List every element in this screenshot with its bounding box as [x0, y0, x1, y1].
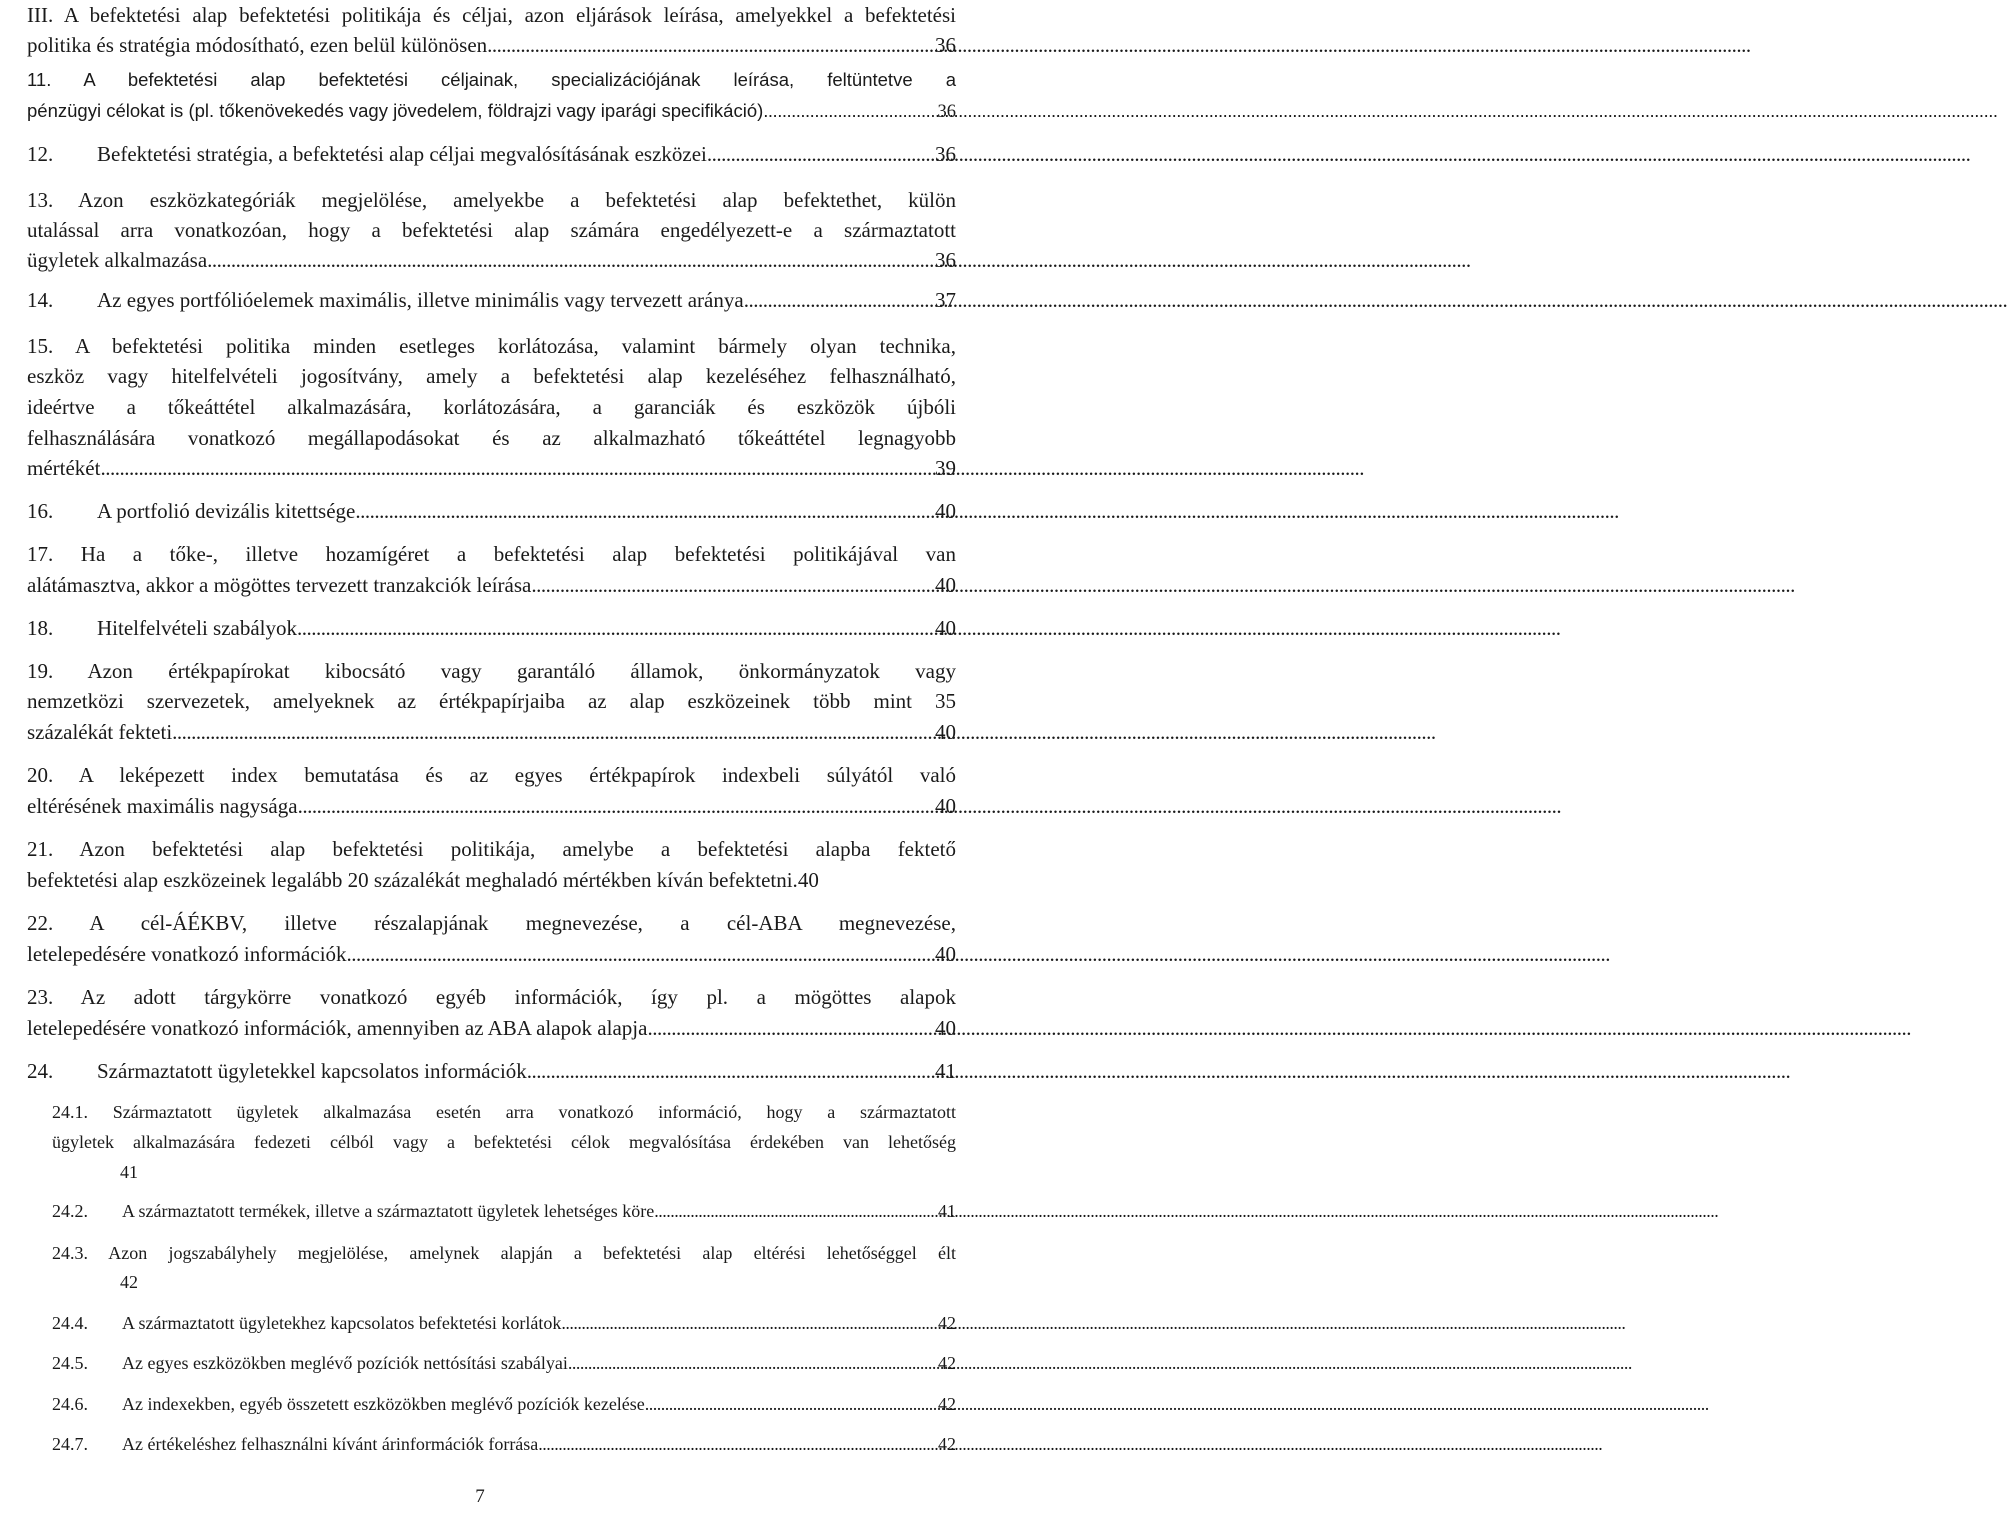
leader-dots	[355, 496, 935, 526]
toc-entry-text: ügyletek alkalmazása	[27, 248, 208, 272]
leader-dots	[100, 453, 935, 483]
toc-entry-14[interactable]	[27, 285, 956, 315]
toc-page-number: 40	[935, 794, 956, 818]
toc-line: 24.1. Származtatott ügyletek alkalmazása esetén arra vonatkozó információ, hogy a származtatott	[52, 1102, 956, 1122]
toc-page	[0, 0, 960, 1513]
toc-entry-number: 16.	[27, 499, 54, 523]
toc-entry-11[interactable]	[27, 96, 956, 126]
toc-entry-24-5[interactable]	[52, 1349, 956, 1377]
leader-dots	[207, 245, 935, 275]
toc-entry-24[interactable]	[27, 1056, 956, 1086]
toc-entry-iii[interactable]	[27, 30, 956, 60]
toc-page-number: 42	[938, 1434, 956, 1454]
toc-line: utalással arra vonatkozóan, hogy a befektetési alap számára engedélyezett-e a származtatott	[27, 218, 956, 242]
toc-line: nemzetközi szervezetek, amelyeknek az értékpapírjaiba az alap eszközeinek több mint 35	[27, 689, 956, 713]
toc-entry-number: 18.	[27, 616, 54, 640]
toc-entry-24-6[interactable]	[52, 1390, 956, 1418]
toc-entry-23[interactable]	[27, 1013, 956, 1043]
toc-page-number: 40	[935, 573, 956, 597]
toc-entry-text: A származtatott ügyletekhez kapcsolatos befektetési korlátok	[122, 1313, 562, 1333]
toc-page-number: 42	[120, 1272, 138, 1292]
toc-line: 15. A befektetési politika minden esetleges korlátozása, valamint bármely olyan technika,	[27, 334, 956, 358]
toc-entry-18[interactable]	[27, 613, 956, 643]
toc-entry-24-1[interactable]	[120, 1158, 956, 1186]
leader-dots	[647, 1013, 935, 1043]
toc-entry-number: 24.2.	[52, 1201, 88, 1221]
toc-line: ideértve a tőkeáttétel alkalmazására, korlátozására, a garanciák és eszközök újbóli	[27, 395, 956, 419]
toc-entry-number: 24.6.	[52, 1394, 88, 1414]
toc-entry-text: A portfolió devizális kitettsége	[97, 499, 356, 523]
toc-entry-24-4[interactable]	[52, 1309, 956, 1337]
toc-entry-text: százalékát fekteti	[27, 720, 173, 744]
leader-dots	[297, 613, 935, 643]
toc-entry-text: letelepedésére vonatkozó információk, amennyiben az ABA alapok alapja	[27, 1016, 648, 1040]
leader-dots	[298, 791, 935, 821]
toc-line: eszköz vagy hitelfelvételi jogosítvány, amely a befektetési alap kezeléséhez felhasználható,	[27, 364, 956, 388]
toc-line: III. A befektetési alap befektetési politikája és céljai, azon eljárások leírása, amelyekkel a befektetési	[27, 3, 956, 27]
toc-entry-12[interactable]	[27, 139, 956, 169]
toc-entry-number: 24.7.	[52, 1434, 88, 1454]
toc-entry-number: 24.5.	[52, 1353, 88, 1373]
toc-entry-text: eltérésének maximális nagysága	[27, 794, 298, 818]
toc-entry-22[interactable]	[27, 939, 956, 969]
toc-entry-text: befektetési alap eszközeinek legalább 20 százalékát meghaladó mértékben kíván befektetni.	[27, 868, 798, 892]
toc-page-number: 41	[935, 1059, 956, 1083]
page-number-footer: 7	[475, 1486, 485, 1507]
toc-page-number: 42	[938, 1353, 956, 1373]
toc-line: 24.3. Azon jogszabályhely megjelölése, amelynek alapján a befektetési alap eltérési lehetőséggel élt	[52, 1243, 956, 1263]
toc-page-number: 40	[935, 720, 956, 744]
toc-line: 23. Az adott tárgykörre vonatkozó egyéb információk, így pl. a mögöttes alapok	[27, 985, 956, 1009]
toc-entry-21[interactable]	[27, 865, 956, 895]
toc-entry-text: Az értékeléshez felhasználni kívánt árinformációk forrása	[122, 1434, 539, 1454]
toc-entry-15[interactable]	[27, 453, 956, 483]
leader-dots	[347, 939, 935, 969]
toc-entry-text: alátámasztva, akkor a mögöttes tervezett tranzakciók leírása	[27, 573, 532, 597]
toc-line: 21. Azon befektetési alap befektetési politikája, amelybe a befektetési alapba fektető	[27, 837, 956, 861]
toc-page-number: 41	[120, 1162, 138, 1182]
toc-page-number: 36	[935, 33, 956, 57]
toc-line: 22. A cél-ÁÉKBV, illetve részalapjának megnevezése, a cél-ABA megnevezése,	[27, 911, 956, 935]
toc-entry-number: 12.	[27, 142, 54, 166]
toc-entry-text: letelepedésére vonatkozó információk	[27, 942, 347, 966]
leader-dots	[538, 1430, 938, 1458]
leader-dots	[654, 1197, 938, 1225]
toc-entry-text: Az egyes eszközökben meglévő pozíciók nettósítási szabályai	[122, 1353, 568, 1373]
toc-page-number: 39	[935, 456, 956, 480]
toc-entry-24-3[interactable]	[120, 1268, 956, 1296]
toc-entry-13[interactable]	[27, 245, 956, 275]
toc-line: felhasználására vonatkozó megállapodásokat és az alkalmazható tőkeáttétel legnagyobb	[27, 426, 956, 450]
leader-dots	[172, 717, 935, 747]
toc-line: 11. A befektetési alap befektetési céljainak, specializációjának leírása, feltüntetve a	[27, 69, 956, 90]
toc-line: 20. A leképezett index bemutatása és az egyes értékpapírok indexbeli súlyától való	[27, 763, 956, 787]
toc-page-number: 40	[935, 942, 956, 966]
toc-entry-text: politika és stratégia módosítható, ezen belül különösen	[27, 33, 488, 57]
toc-entry-20[interactable]	[27, 791, 956, 821]
toc-entry-17[interactable]	[27, 570, 956, 600]
leader-dots	[531, 570, 935, 600]
toc-page-number: 36	[935, 248, 956, 272]
toc-line: 19. Azon értékpapírokat kibocsátó vagy garantáló államok, önkormányzatok vagy	[27, 659, 956, 683]
toc-page-number: 36	[937, 102, 956, 122]
toc-page-number: 37	[935, 288, 956, 312]
toc-entry-number: 24.4.	[52, 1313, 88, 1333]
toc-entry-text: mértékét	[27, 456, 101, 480]
toc-entry-text: pénzügyi célokat is (pl. tőkenövekedés vagy jövedelem, földrajzi vagy iparági specifikáció)	[27, 100, 764, 121]
leader-dots	[568, 1349, 938, 1377]
toc-line: 13. Azon eszközkategóriák megjelölése, amelyekbe a befektetési alap befektethet, külön	[27, 188, 956, 212]
toc-entry-24-7[interactable]	[52, 1430, 956, 1458]
leader-dots	[744, 285, 935, 315]
leader-dots	[707, 139, 935, 169]
toc-entry-number: 24.	[27, 1059, 54, 1083]
toc-page-number: 40	[935, 499, 956, 523]
leader-dots	[763, 96, 937, 126]
toc-entry-text: Az indexekben, egyéb összetett eszközökben meglévő pozíciók kezelése	[122, 1394, 645, 1414]
toc-line: 17. Ha a tőke-, illetve hozamígéret a befektetési alap befektetési politikájával van	[27, 542, 956, 566]
toc-page-number: 36	[935, 142, 956, 166]
toc-page-number: 42	[938, 1394, 956, 1414]
toc-entry-text: A származtatott termékek, illetve a származtatott ügyletek lehetséges köre	[122, 1201, 655, 1221]
toc-entry-24-2[interactable]	[52, 1197, 956, 1225]
toc-entry-text: Származtatott ügyletekkel kapcsolatos információk	[97, 1059, 527, 1083]
leader-dots	[645, 1390, 938, 1418]
toc-entry-number: 14.	[27, 288, 54, 312]
toc-line: ügyletek alkalmazására fedezeti célból vagy a befektetési célok megvalósítása érdekében van lehetőség	[52, 1132, 956, 1152]
leader-dots	[561, 1309, 938, 1337]
toc-entry-text: Az egyes portfólióelemek maximális, illetve minimális vagy tervezett aránya	[97, 288, 744, 312]
toc-page-number: 42	[938, 1313, 956, 1333]
leader-dots	[527, 1056, 935, 1086]
toc-entry-16[interactable]	[27, 496, 956, 526]
toc-page-number: 40	[797, 868, 819, 892]
toc-entry-19[interactable]	[27, 717, 956, 747]
toc-page-number: 40	[935, 616, 956, 640]
toc-entry-text: Hitelfelvételi szabályok	[97, 616, 298, 640]
toc-entry-text: Befektetési stratégia, a befektetési alap céljai megvalósításának eszközei	[97, 142, 707, 166]
toc-page-number: 41	[938, 1201, 956, 1221]
leader-dots	[487, 30, 935, 60]
toc-page-number: 40	[935, 1016, 956, 1040]
